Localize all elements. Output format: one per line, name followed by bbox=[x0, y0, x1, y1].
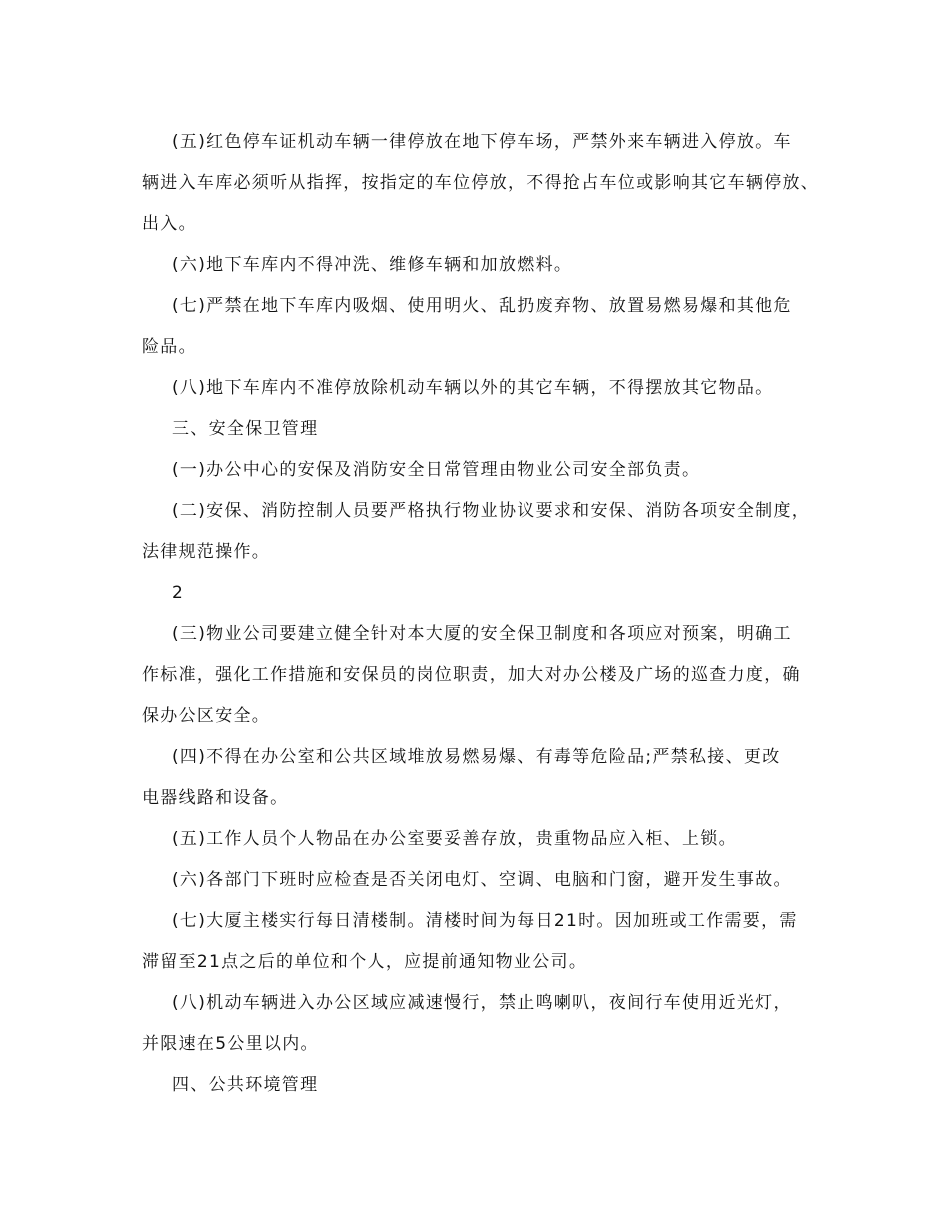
paragraph-line: (二)安保、消防控制人员要严格执行物业协议要求和安保、消防各项安全制度， bbox=[172, 501, 811, 521]
paragraph-line: (六)地下车库内不得冲洗、维修车辆和加放燃料。 bbox=[172, 255, 573, 275]
paragraph-line: (七)严禁在地下车库内吸烟、使用明火、乱扔废弃物、放置易燃易爆和其他危 bbox=[172, 296, 792, 316]
page-number: 2 bbox=[172, 583, 185, 603]
paragraph-line: (五)工作人员个人物品在办公室要妥善存放，贵重物品应入柜、上锁。 bbox=[172, 829, 737, 849]
paragraph-line: (八)机动车辆进入办公区域应减速慢行，禁止鸣喇叭，夜间行车使用近光灯， bbox=[172, 993, 792, 1013]
paragraph-line: (三)物业公司要建立健全针对本大厦的安全保卫制度和各项应对预案，明确工 bbox=[172, 624, 792, 644]
paragraph-line: (六)各部门下班时应检查是否关闭电灯、空调、电脑和门窗，避开发生事故。 bbox=[172, 870, 792, 890]
paragraph-line: 作标准，强化工作措施和安保员的岗位职责，加大对办公楼及广场的巡查力度，确 bbox=[142, 665, 801, 685]
paragraph-line: (五)红色停车证机动车辆一律停放在地下停车场，严禁外来车辆进入停放。车 bbox=[172, 132, 792, 152]
paragraph-line: 保办公区安全。 bbox=[142, 706, 271, 726]
paragraph-line: 辆进入车库必须听从指挥，按指定的车位停放，不得抢占车位或影响其它车辆停放、 bbox=[142, 173, 820, 193]
paragraph-line: (一)办公中心的安保及消防安全日常管理由物业公司安全部负责。 bbox=[172, 460, 701, 480]
paragraph-line: (七)大厦主楼实行每日清楼制。清楼时间为每日21时。因加班或工作需要，需 bbox=[172, 911, 798, 931]
paragraph-line: (四)不得在办公室和公共区域堆放易燃易爆、有毒等危险品;严禁私接、更改 bbox=[172, 747, 781, 767]
paragraph-line: (八)地下车库内不准停放除机动车辆以外的其它车辆，不得摆放其它物品。 bbox=[172, 378, 774, 398]
paragraph-line: 滞留至21点之后的单位和个人，应提前通知物业公司。 bbox=[142, 952, 588, 972]
paragraph-line: 险品。 bbox=[142, 337, 197, 357]
paragraph-line: 并限速在5公里以内。 bbox=[142, 1034, 319, 1054]
paragraph-line: 法律规范操作。 bbox=[142, 542, 271, 562]
paragraph-line: 出入。 bbox=[142, 214, 197, 234]
paragraph-line: 电器线路和设备。 bbox=[142, 788, 289, 808]
section-heading: 三、安全保卫管理 bbox=[172, 419, 319, 439]
section-heading: 四、公共环境管理 bbox=[172, 1075, 319, 1095]
